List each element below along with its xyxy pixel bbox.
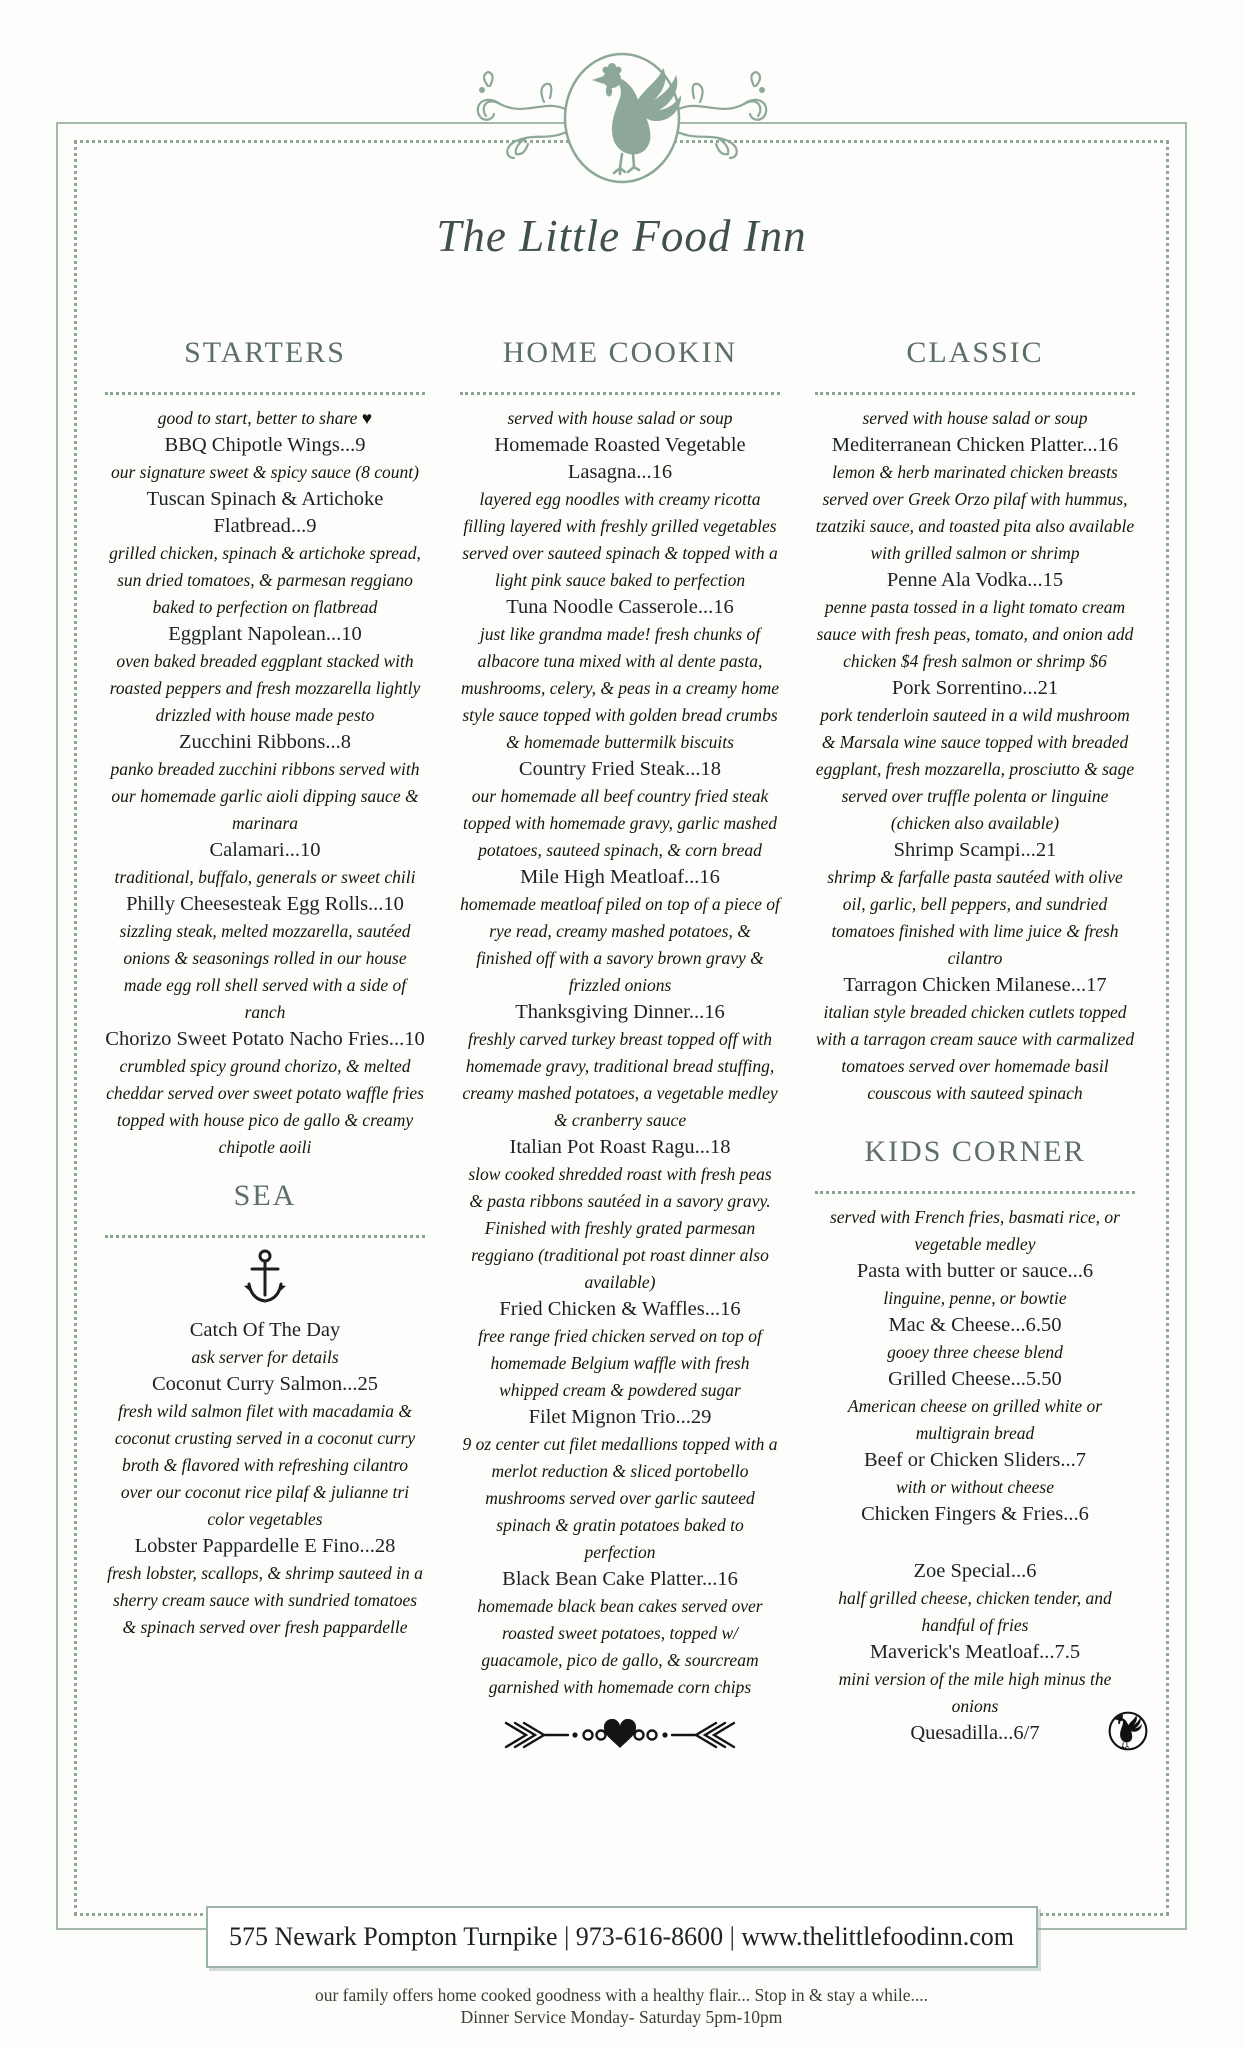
column-starters-sea <box>105 336 425 1641</box>
menu-item: Mac & Cheese...6.50 gooey three cheese blend <box>887 1314 1063 1362</box>
rooster-logo <box>452 46 792 201</box>
menu-item: Lobster Pappardelle E Fino...28 fresh lobster, scallops, & shrimp sauteed in a sherry cream sauce with sundried tomatoes & spinach served over fresh pappardelle <box>107 1535 423 1637</box>
dotted-rule <box>105 1235 425 1238</box>
menu-item: BBQ Chipotle Wings...9 our signature sweet & spicy sauce (8 count) <box>111 434 419 482</box>
menu-item: Tuna Noodle Casserole...16 just like grandma made! fresh chunks of albacore tuna mixed with al dente pasta, mushrooms, celery, & peas in a creamy home style sauce topped with golden bread crumbs & homemade buttermilk biscuits <box>460 596 780 752</box>
anchor-icon <box>105 1248 425 1311</box>
menu-item: Zucchini Ribbons...8 panko breaded zucchini ribbons served with our homemade garlic aioli dipping sauce & marinara <box>110 731 420 833</box>
home-cookin-note: served with house salad or soup <box>507 408 733 428</box>
menu-item: Mediterranean Chicken Platter...16 lemon & herb marinated chicken breasts served over Greek Orzo pilaf with hummus, tzatziki sauce, and toasted pita also available with grilled salmon or shrimp <box>815 434 1135 563</box>
classic-note: served with house salad or soup <box>862 408 1088 428</box>
rooster-stamp-icon <box>1107 1710 1149 1757</box>
menu-item: Maverick's Meatloaf...7.5 mini version of the mile high minus the onions <box>838 1641 1112 1716</box>
menu-item: Pork Sorrentino...21 pork tenderloin sauteed in a wild mushroom & Marsala wine sauce topped with breaded eggplant, fresh mozzarella, prosciutto & sage served over truffle polenta or linguine (chicken also available) <box>815 677 1135 833</box>
footer-hours: Dinner Service Monday- Saturday 5pm-10pm <box>460 2007 783 2027</box>
menu-item: Beef or Chicken Sliders...7 with or without cheese <box>863 1449 1087 1497</box>
menu-item: Mile High Meatloaf...16 homemade meatloaf piled on top of a piece of rye read, creamy mashed potatoes, & finished off with a savory brown gravy & frizzled onions <box>460 866 780 995</box>
menu-item: Black Bean Cake Platter...16 homemade black bean cakes served over roasted sweet potatoes, topped w/ guacamole, pico de gallo, & sourcream garnished with homemade corn chips <box>477 1568 763 1697</box>
menu-item: Eggplant Napolean...10 oven baked breaded eggplant stacked with roasted peppers and fresh mozzarella lightly drizzled with house made pesto <box>109 623 421 725</box>
menu-item: Zoe Special...6 half grilled cheese, chicken tender, and handful of fries <box>838 1560 1112 1635</box>
section-kids-corner <box>815 1135 1135 1747</box>
menu-item: Italian Pot Roast Ragu...18 slow cooked shredded roast with fresh peas & pasta ribbons sautéed in a savory gravy. Finished with freshly grated parmesan reggiano (traditional pot roast dinner also available) <box>468 1136 772 1292</box>
section-starters <box>105 336 425 1161</box>
dotted-rule <box>815 392 1135 395</box>
dotted-rule <box>815 1191 1135 1194</box>
menu-item: Penne Ala Vodka...15 penne pasta tossed in a light tomato cream sauce with fresh peas, tomato, and onion add chicken $4 fresh salmon or shrimp $6 <box>816 569 1134 671</box>
dotted-rule <box>105 392 425 395</box>
kids-corner-heading: KIDS CORNER <box>864 1135 1086 1168</box>
dotted-rule <box>460 392 780 395</box>
menu-item: Country Fried Steak...18 our homemade all beef country fried steak topped with homemade gravy, garlic mashed potatoes, sauteed spinach, & corn bread <box>463 758 777 860</box>
section-classic <box>815 336 1135 1107</box>
menu-item: Pasta with butter or sauce...6 linguine, penne, or bowtie <box>856 1260 1094 1308</box>
menu-item: Shrimp Scampi...21 shrimp & farfalle pasta sautéed with olive oil, garlic, bell peppers, and sundried tomatoes finished with lime juice & fresh cilantro <box>827 839 1123 968</box>
kids-note: served with French fries, basmati rice, or vegetable medley <box>829 1207 1120 1254</box>
arrow-heart-divider <box>460 1717 780 1758</box>
menu-item: Philly Cheesesteak Egg Rolls...10 sizzling steak, melted mozzarella, sautéed onions & seasonings rolled in our house made egg roll shell served with a side of ranch <box>119 893 411 1022</box>
column-home-cookin <box>460 336 780 1758</box>
menu-item: Thanksgiving Dinner...16 freshly carved turkey breast topped off with homemade gravy, traditional bread stuffing, creamy mashed potatoes, a vegetable medley & cranberry sauce <box>462 1001 778 1130</box>
menu-item: Quesadilla...6/7 <box>815 1720 1135 1747</box>
menu-item: Tuscan Spinach & Artichoke Flatbread...9 grilled chicken, spinach & artichoke spread, sun dried tomatoes, & parmesan reggiano baked to perfection on flatbread <box>109 488 421 617</box>
footer-notes <box>0 1984 1243 2028</box>
address-bar <box>206 1906 1038 1968</box>
menu-item: Chorizo Sweet Potato Nacho Fries...10 crumbled spicy ground chorizo, & melted cheddar served over sweet potato waffle fries topped with house pico de gallo & creamy chipotle aoili <box>105 1028 425 1157</box>
menu-item: Chicken Fingers & Fries...6 <box>861 1503 1089 1525</box>
column-classic-kids <box>815 336 1135 1747</box>
menu-item: Fried Chicken & Waffles...16 free range fried chicken served on top of homemade Belgium waffle with fresh whipped cream & powdered sugar <box>478 1298 762 1400</box>
restaurant-title: The Little Food Inn <box>436 211 807 261</box>
sea-heading: SEA <box>233 1179 297 1212</box>
starters-note: good to start, better to share ♥ <box>157 408 373 428</box>
footer-tagline: our family offers home cooked goodness with a healthy flair... Stop in & stay a while.... <box>314 1985 929 2005</box>
classic-heading: CLASSIC <box>906 336 1044 369</box>
section-sea <box>105 1179 425 1641</box>
menu-item: Homemade Roasted Vegetable Lasagna...16 layered egg noodles with creamy ricotta filling layered with freshly grilled vegetables served over sauteed spinach & topped with a light pink sauce baked to perfection <box>462 434 778 590</box>
menu-item: Catch Of The Day ask server for details <box>189 1319 341 1367</box>
section-home-cookin <box>460 336 780 1758</box>
address-bar-text: 575 Newark Pompton Turnpike | 973-616-8600 | www.thelittlefoodinn.com <box>228 1922 1015 1951</box>
menu-item: Filet Mignon Trio...29 9 oz center cut filet medallions topped with a merlot reduction & sliced portobello mushrooms served over garlic sauteed spinach & gratin potatoes baked to perfection <box>462 1406 778 1562</box>
starters-heading: STARTERS <box>184 336 346 369</box>
home-cookin-heading: HOME COOKIN <box>502 336 738 369</box>
menu-item: Tarragon Chicken Milanese...17 italian style breaded chicken cutlets topped with a tarragon cream sauce with carmalized tomatoes served over homemade basil couscous with sauteed spinach <box>815 974 1135 1103</box>
menu-item: Coconut Curry Salmon...25 fresh wild salmon filet with macadamia & coconut crusting served in a coconut curry broth & flavored with refreshing cilantro over our coconut rice pilaf & julianne tri color vegetables <box>114 1373 416 1529</box>
menu-item: Grilled Cheese...5.50 American cheese on grilled white or multigrain bread <box>847 1368 1103 1443</box>
menu-item: Calamari...10 traditional, buffalo, generals or sweet chili <box>114 839 416 887</box>
